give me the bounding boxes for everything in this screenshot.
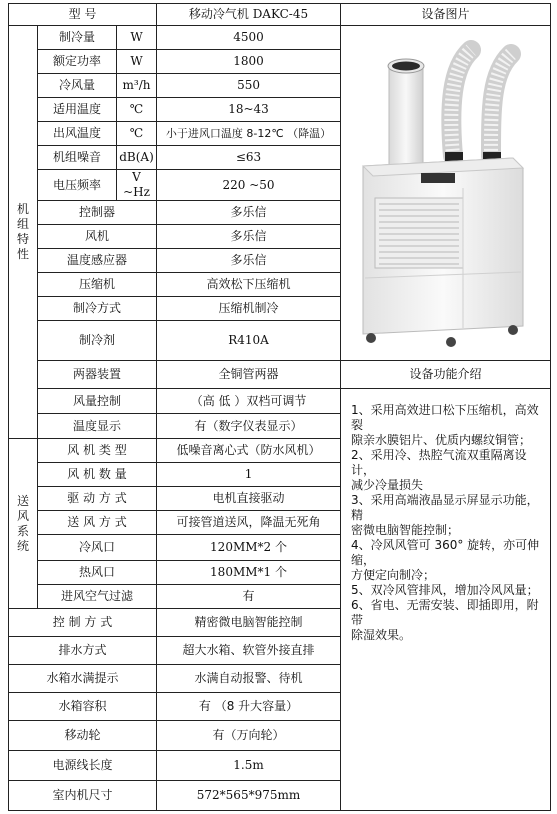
air-conditioner-illustration [341, 28, 549, 358]
row-value: 小于进风口温度 8-12℃ （降温） [157, 122, 341, 146]
feature-line: 5、双冷风管排风，增加冷风风量； [351, 583, 539, 597]
row-value: 4500 [157, 26, 341, 50]
row-label: 制冷剂 [38, 321, 157, 361]
row-label: 温度显示 [38, 414, 157, 439]
row-unit: V ~Hz [117, 170, 157, 201]
row-label: 风 机 类 型 [38, 439, 157, 463]
row-value: 572*565*975mm [157, 781, 341, 811]
header-row [9, 4, 551, 26]
spec-row [9, 389, 551, 414]
row-label: 风 机 数 量 [38, 463, 157, 487]
spec-table [8, 3, 551, 811]
caster-wheel [508, 325, 518, 335]
feature-line: 3、采用高端液晶显示屏显示功能，精 [351, 493, 539, 522]
row-value: 有 （8 升大容量） [157, 693, 341, 721]
row-label: 冷风口 [38, 535, 157, 561]
row-label: 驱 动 方 式 [38, 487, 157, 511]
row-label: 冷风量 [38, 74, 117, 98]
row-value: 精密微电脑智能控制 [157, 609, 341, 637]
row-label: 压缩机 [38, 273, 157, 297]
feature-title: 设备功能介绍 [341, 361, 551, 389]
row-value: 1.5m [157, 751, 341, 781]
row-value: 有 [157, 585, 341, 609]
row-label: 两器装置 [38, 361, 157, 389]
header-param-label: 型 号 [9, 4, 157, 26]
feature-line: 密微电脑智能控制； [351, 523, 460, 537]
device-image-cell [341, 26, 551, 361]
row-value: 多乐信 [157, 201, 341, 225]
row-label: 制冷量 [38, 26, 117, 50]
row-label: 移动轮 [9, 721, 157, 751]
caster-wheel [366, 333, 376, 343]
row-label: 热风口 [38, 561, 157, 585]
row-value: 有（万向轮） [157, 721, 341, 751]
row-label: 制冷方式 [38, 297, 157, 321]
row-value: 高效松下压缩机 [157, 273, 341, 297]
row-label: 额定功率 [38, 50, 117, 74]
feature-line: 1、采用高效进口松下压缩机，高效裂 [351, 403, 539, 432]
row-label: 控制器 [38, 201, 157, 225]
row-value: 550 [157, 74, 341, 98]
row-label: 控 制 方 式 [9, 609, 157, 637]
row-label: 电源线长度 [9, 751, 157, 781]
feature-line: 隙亲水膜铝片、优质内螺纹铜管； [351, 433, 532, 447]
row-value: （高 低 ）双档可调节 [157, 389, 341, 414]
row-unit: W [117, 26, 157, 50]
row-value: 1 [157, 463, 341, 487]
row-label: 机组噪音 [38, 146, 117, 170]
row-label: 风量控制 [38, 389, 157, 414]
row-value: 220 ~50 [157, 170, 341, 201]
feature-line: 减少冷量损失 [351, 478, 424, 492]
control-panel [421, 173, 455, 183]
row-label: 温度感应器 [38, 249, 157, 273]
row-value: 压缩机制冷 [157, 297, 341, 321]
feature-line: 2、采用冷、热腔气流双重隔离设计， [351, 448, 527, 477]
caster-wheel [446, 337, 456, 347]
hot-air-duct [389, 66, 423, 166]
row-label: 进风空气过滤 [38, 585, 157, 609]
feature-list [341, 389, 551, 811]
spec-row [9, 361, 551, 389]
row-value: 水满自动报警、待机 [157, 665, 341, 693]
row-value: 有（数字仪表显示） [157, 414, 341, 439]
row-label: 送 风 方 式 [38, 511, 157, 535]
row-label: 出风温度 [38, 122, 117, 146]
row-value: 电机直接驱动 [157, 487, 341, 511]
spec-row [9, 26, 551, 50]
feature-line: 除湿效果。 [351, 628, 412, 642]
row-value: 全铜管两器 [157, 361, 341, 389]
row-label: 水箱容积 [9, 693, 157, 721]
row-label: 风机 [38, 225, 157, 249]
row-value: 低噪音离心式（防水风机） [157, 439, 341, 463]
row-value: 18~43 [157, 98, 341, 122]
row-value: 超大水箱、软管外接直排 [157, 637, 341, 665]
row-unit: W [117, 50, 157, 74]
row-value: ≤63 [157, 146, 341, 170]
row-label: 室内机尺寸 [9, 781, 157, 811]
row-value: 1800 [157, 50, 341, 74]
image-title: 设备图片 [341, 4, 551, 26]
row-value: 180MM*1 个 [157, 561, 341, 585]
row-label: 电压频率 [38, 170, 117, 201]
row-value: R410A [157, 321, 341, 361]
group-label-unit: 机 组 特 性 [9, 26, 38, 439]
row-unit: dB(A) [117, 146, 157, 170]
feature-line: 6、省电、无需安装、即插即用，附带 [351, 598, 539, 627]
device-image [341, 28, 550, 358]
feature-line: 方便定向制冷； [351, 568, 436, 582]
row-value: 120MM*2 个 [157, 535, 341, 561]
row-label: 适用温度 [38, 98, 117, 122]
feature-line: 4、冷风风管可 360° 旋转，亦可伸缩， [351, 538, 540, 567]
row-value: 多乐信 [157, 249, 341, 273]
row-label: 水箱水满提示 [9, 665, 157, 693]
row-unit: ℃ [117, 98, 157, 122]
row-value: 多乐信 [157, 225, 341, 249]
group-label-air: 送 风 系 统 [9, 439, 38, 609]
row-unit: ℃ [117, 122, 157, 146]
row-value: 可接管道送风，降温无死角 [157, 511, 341, 535]
row-label: 排水方式 [9, 637, 157, 665]
row-unit: m³/h [117, 74, 157, 98]
header-model: 移动冷气机 DAKC-45 [157, 4, 341, 26]
